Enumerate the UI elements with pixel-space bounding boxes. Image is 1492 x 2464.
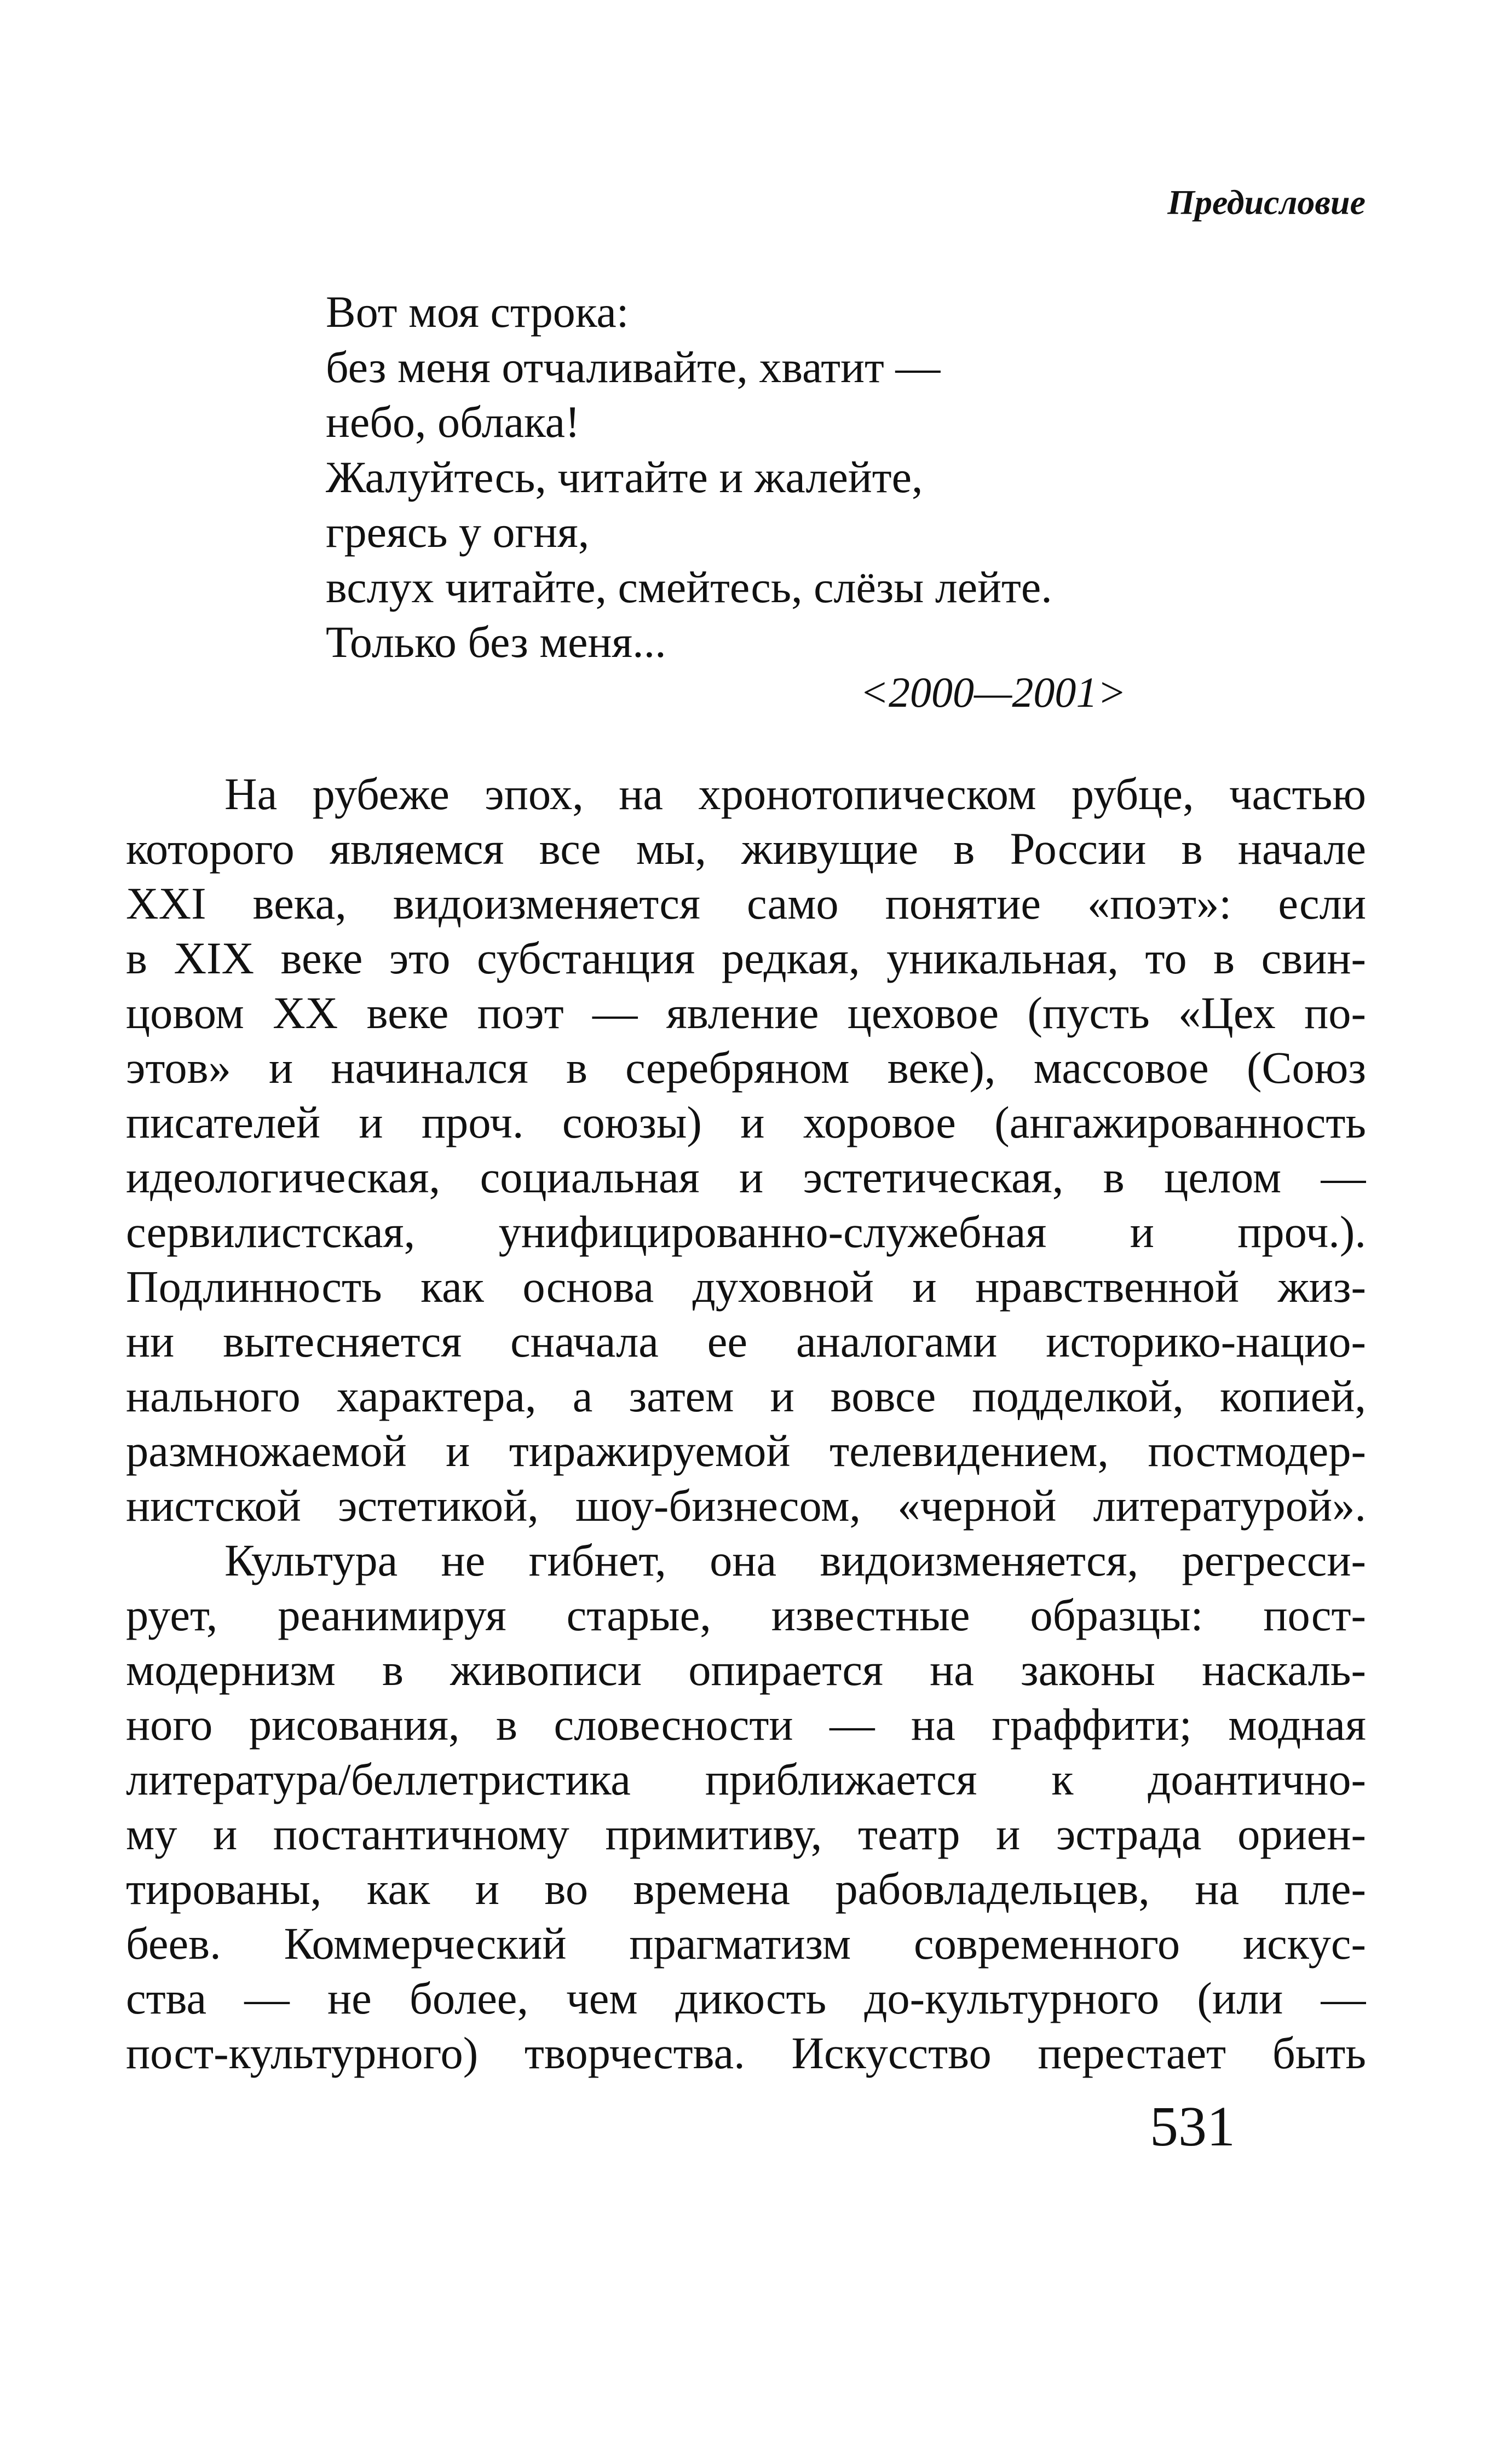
- poem-line: греясь у огня,: [326, 507, 590, 557]
- body-text: [126, 766, 1366, 2080]
- poem-line: Жалуйтесь, читайте и жалейте,: [326, 452, 923, 502]
- text-line: идеологическая, социальная и эстетическая, в целом —: [126, 1152, 1366, 1202]
- paragraph-2: [126, 1533, 1366, 2080]
- text-line: ства — не более, чем дикость до-культурного (или —: [126, 1973, 1366, 2023]
- text-line: в XIX веке это субстанция редкая, уникальная, то в свин-: [126, 933, 1366, 983]
- text-line: На рубеже эпох, на хронотопическом рубце, частью: [224, 769, 1366, 819]
- poem-line: небо, облака!: [326, 397, 580, 447]
- paragraph-1: [126, 766, 1366, 1533]
- poem-line: Только без меня...: [326, 617, 666, 667]
- text-line: рует, реанимируя старые, известные образцы: пост-: [126, 1590, 1366, 1640]
- text-line: му и постантичному примитиву, театр и эстрада ориен-: [126, 1809, 1366, 1859]
- text-line: этов» и начинался в серебряном веке), массовое (Союз: [126, 1042, 1366, 1093]
- text-line: тированы, как и во времена рабовладельцев, на пле-: [126, 1863, 1366, 1914]
- text-line: писателей и проч. союзы) и хоровое (ангажированность: [126, 1097, 1366, 1147]
- text-line: размножаемой и тиражируемой телевидением, постмодер-: [126, 1426, 1366, 1476]
- text-line: нального характера, а затем и вовсе подделкой, копией,: [126, 1371, 1366, 1421]
- poem-line: вслух читайте, смейтесь, слёзы лейте.: [326, 562, 1052, 612]
- text-line: модернизм в живописи опирается на законы наскаль-: [126, 1644, 1366, 1695]
- text-line: беев. Коммерческий прагматизм современного искус-: [126, 1918, 1366, 1969]
- text-line: нистской эстетикой, шоу-бизнесом, «черной литературой».: [126, 1480, 1366, 1531]
- text-line: цовом XX веке поэт — явление цеховое (пусть «Цех по-: [126, 988, 1366, 1038]
- poem-epigraph: [326, 285, 1147, 670]
- text-line: пост-культурного) творчества. Искусство перестает быть: [126, 2028, 1366, 2078]
- text-line: литература/беллетристика приближается к доантично-: [126, 1754, 1366, 1804]
- text-line: ного рисования, в словесности — на граффити; модная: [126, 1699, 1366, 1750]
- text-line: ни вытесняется сначала ее аналогами историко-нацио-: [126, 1316, 1366, 1366]
- text-line: XXI века, видоизменяется само понятие «поэт»: если: [126, 878, 1366, 928]
- text-line: Подлинность как основа духовной и нравственной жиз-: [126, 1261, 1366, 1312]
- text-line: Культура не гибнет, она видоизменяется, регресси-: [224, 1535, 1366, 1585]
- running-head: Предисловие: [1167, 183, 1366, 222]
- poem-line: без меня отчаливайте, хватит —: [326, 342, 941, 392]
- page-number: 531: [1150, 2095, 1235, 2158]
- poem-line: Вот моя строка:: [326, 287, 629, 337]
- poem-date: <2000—2001>: [860, 668, 1126, 716]
- text-line: которого являемся все мы, живущие в России в начале: [126, 823, 1366, 874]
- text-line: сервилистская, унифицированно-служебная и проч.).: [126, 1207, 1366, 1257]
